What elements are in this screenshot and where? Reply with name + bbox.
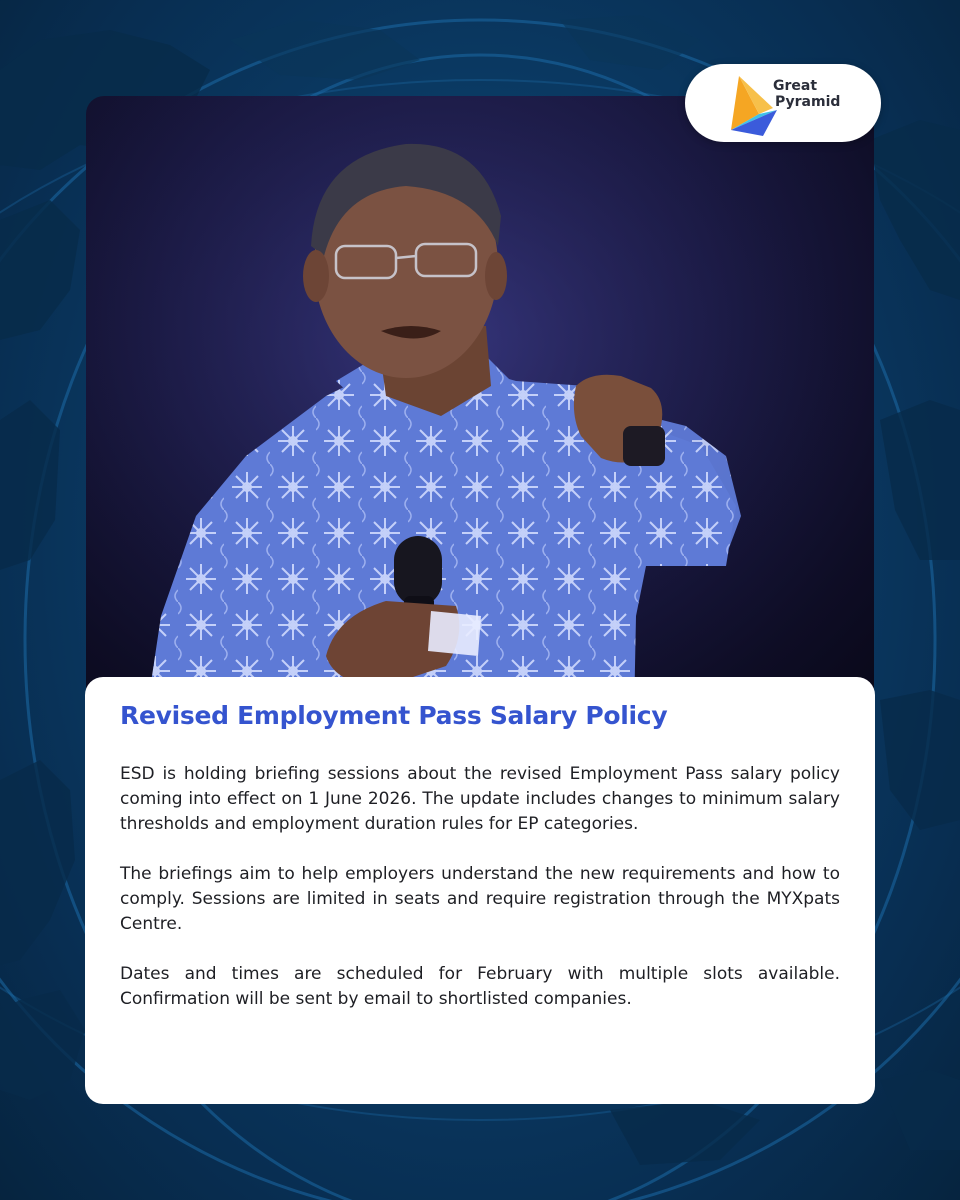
brand-name-line1: Great	[773, 78, 818, 94]
brand-name-line2: Pyramid	[775, 94, 841, 110]
brand-logo-badge	[685, 64, 881, 142]
speaker-photo	[86, 96, 874, 716]
article-paragraph-1: ESD is holding briefing sessions about the revised Employment Pass salary policy coming into effect on 1 June 2026. The update includes changes to minimum salary thresholds and employment duration rules for EP categories.	[120, 764, 840, 834]
article-card	[85, 677, 875, 1104]
article-headline: Revised Employment Pass Salary Policy	[120, 701, 668, 730]
article-paragraph-3: Dates and times are scheduled for February with multiple slots available. Confirmation will be sent by email to shortlisted companies.	[120, 964, 840, 1009]
brand-name	[773, 78, 840, 110]
article-paragraph-2: The briefings aim to help employers understand the new requirements and how to comply. Sessions are limited in seats and require registration through the MYXpats Centre.	[120, 864, 840, 934]
